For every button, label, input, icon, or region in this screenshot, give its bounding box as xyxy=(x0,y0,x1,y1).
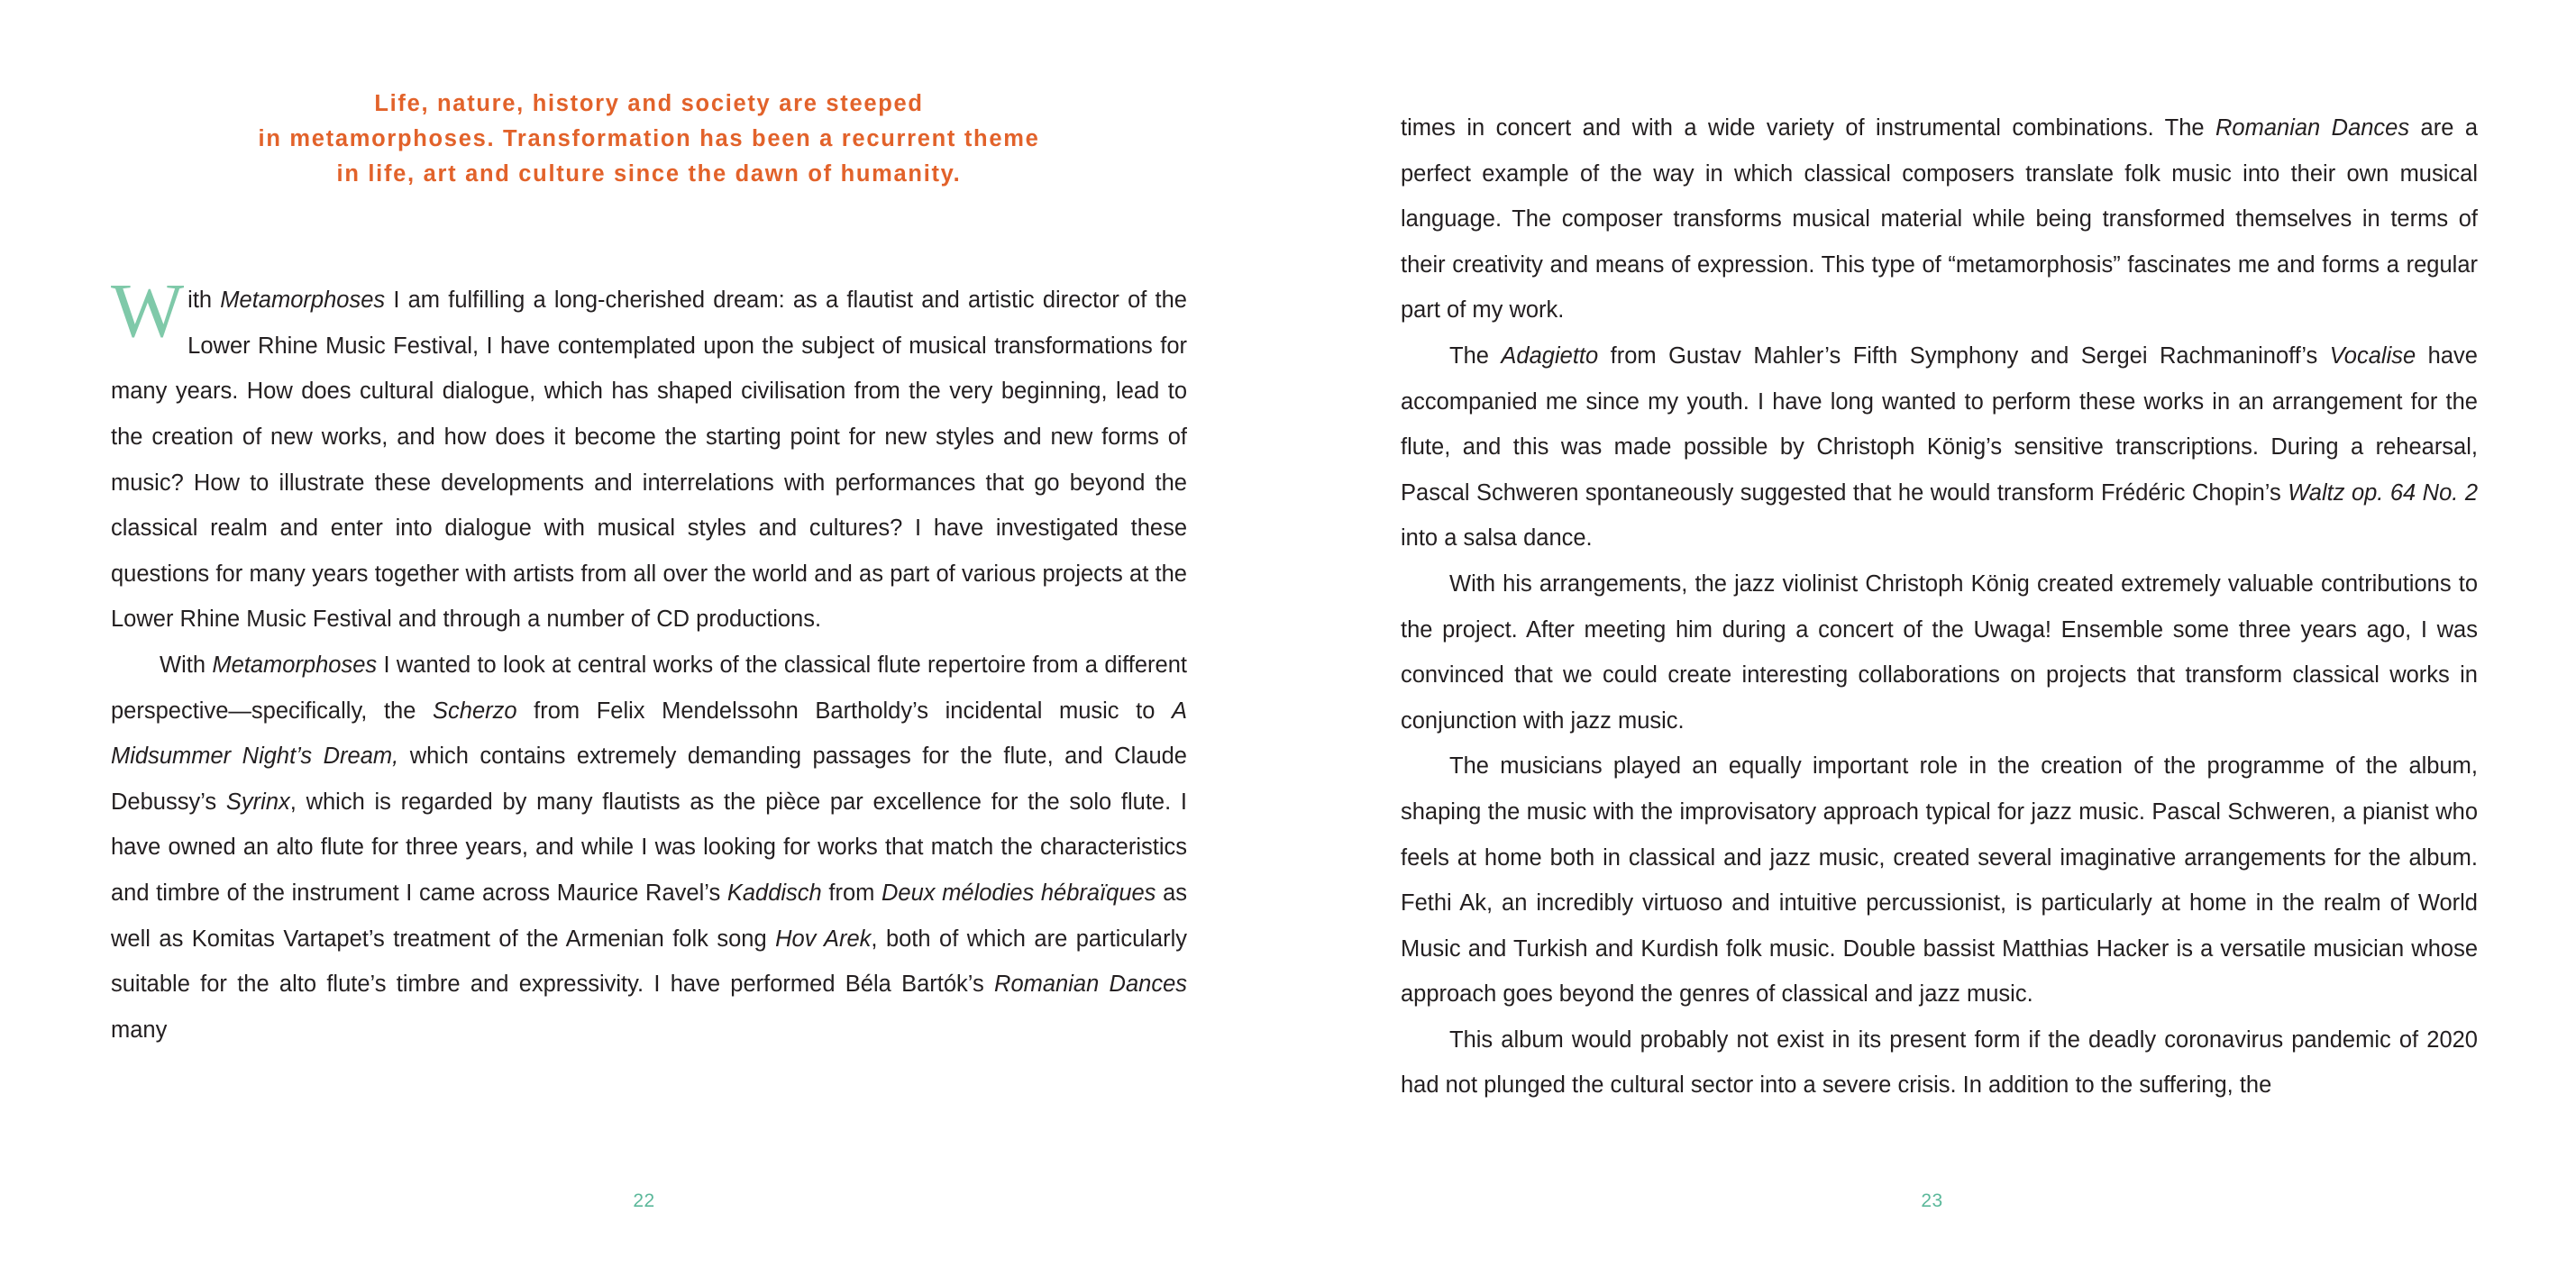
paragraph-7-text: This album would probably not exist in its present form if the deadly coronavirus pandemic of 2020 had not plunged the cultural sector into a severe crisis. In addition to the suffering, the xyxy=(1401,1026,2478,1099)
epigraph-line-1: Life, nature, history and society are steeped xyxy=(374,91,924,116)
paragraph-5-text: With his arrangements, the jazz violinist Christoph König created extremely valuable contributions to the project. After meeting him during a concert of the Uwaga! Ensemble some three years ago, I was convinced that we could create interesting collaborations on projects that transform classical works in conjunction with jazz music. xyxy=(1401,570,2478,734)
body-paragraph-6 xyxy=(1401,743,2478,1017)
paragraph-6-text: The musicians played an equally important role in the creation of the programme of the album, shaping the music with the improvisatory approach typical for jazz music. Pascal Schweren, a pianist who feels at home both in classical and jazz music, created several imaginative arrangements for the album. Fethi Ak, an incredibly virtuoso and intuitive percussionist, is particularly at home in the realm of World Music and Turkish and Kurdish folk music. Double bassist Matthias Hacker is a versatile musician whose approach goes beyond the genres of classical and jazz music. xyxy=(1401,753,2478,1008)
right-page xyxy=(1288,0,2576,1277)
body-paragraph-4 xyxy=(1401,333,2478,561)
page-number-right: 23 xyxy=(1921,1190,1943,1211)
paragraph-4-text: The Adagietto from Gustav Mahler’s Fifth Symphony and Sergei Rachmaninoff’s Vocalise have accompanied me since my youth. I have long wanted to perform these works in an arrangement for the flute, and this was made possible by Christoph König’s sensitive transcriptions. During a rehearsal, Pascal Schweren spontaneously suggested that he would transform Frédéric Chopin’s Waltz op. 64 No. 2 into a salsa dance. xyxy=(1401,342,2479,552)
left-page-body xyxy=(111,87,1187,1053)
right-page-body xyxy=(1401,105,2478,1108)
paragraph-2-text: With Metamorphoses I wanted to look at central works of the classical flute repertoire from a different perspective—specifically, the Scherzo from Felix Mendelssohn Bartholdy’s incidental music to A Midsummer Night’s Dream, which contains extremely demanding passages for the flute, and Claude Debussy’s Syrinx, which is regarded by many flautists as the pièce par excellence for the solo flute. I have owned an alto flute for three years, and while I was looking for works that match the characteristics and timbre of the instrument I came across Maurice Ravel’s Kaddisch from Deux mélodies hébraïques as well as Komitas Vartapet’s treatment of the Armenian folk song Hov Arek, both of which are particularly suitable for the alto flute’s timbre and expressivity. I have performed Béla Bartók’s Romanian Dances many xyxy=(111,652,1187,1043)
epigraph-line-3: in life, art and culture since the dawn of humanity. xyxy=(336,160,962,187)
paragraph-3-text: times in concert and with a wide variety of instrumental combinations. The Romanian Dances are a perfect example of the way in which classical composers translate folk music into their own musical language. The composer transforms musical material while being transformed themselves in terms of their creativity and means of expression. This type of “metamorphosis” fascinates me and forms a regular part of my work. xyxy=(1401,115,2478,324)
body-paragraph-1 xyxy=(111,267,1187,643)
epigraph-line-2: in metamorphoses. Transformation has been a recurrent theme xyxy=(258,125,1040,151)
paragraph-1-text: ith Metamorphoses I am fulfilling a long-cherished dream: as a flautist and artistic director of the Lower Rhine Music Festival, I have contemplated upon the subject of musical transformations for many years. How does cultural dialogue, which has shaped civilisation from the very beginning, lead to the creation of new works, and how does it become the starting point for new styles and new forms of music? How to illustrate these developments and interrelations with performances that go beyond the classical realm and enter into dialogue with musical styles and cultures? I have investigated these questions for many years together with artists from all over the world and as part of various projects at the Lower Rhine Music Festival and through a number of CD productions. xyxy=(111,287,1187,633)
body-paragraph-2 xyxy=(111,643,1187,1053)
page-number-left: 22 xyxy=(633,1190,655,1211)
body-paragraph-7 xyxy=(1401,1017,2478,1108)
drop-cap: W xyxy=(111,267,185,354)
body-paragraph-3 xyxy=(1401,105,2478,333)
body-paragraph-5 xyxy=(1401,561,2478,743)
epigraph xyxy=(111,87,1187,191)
